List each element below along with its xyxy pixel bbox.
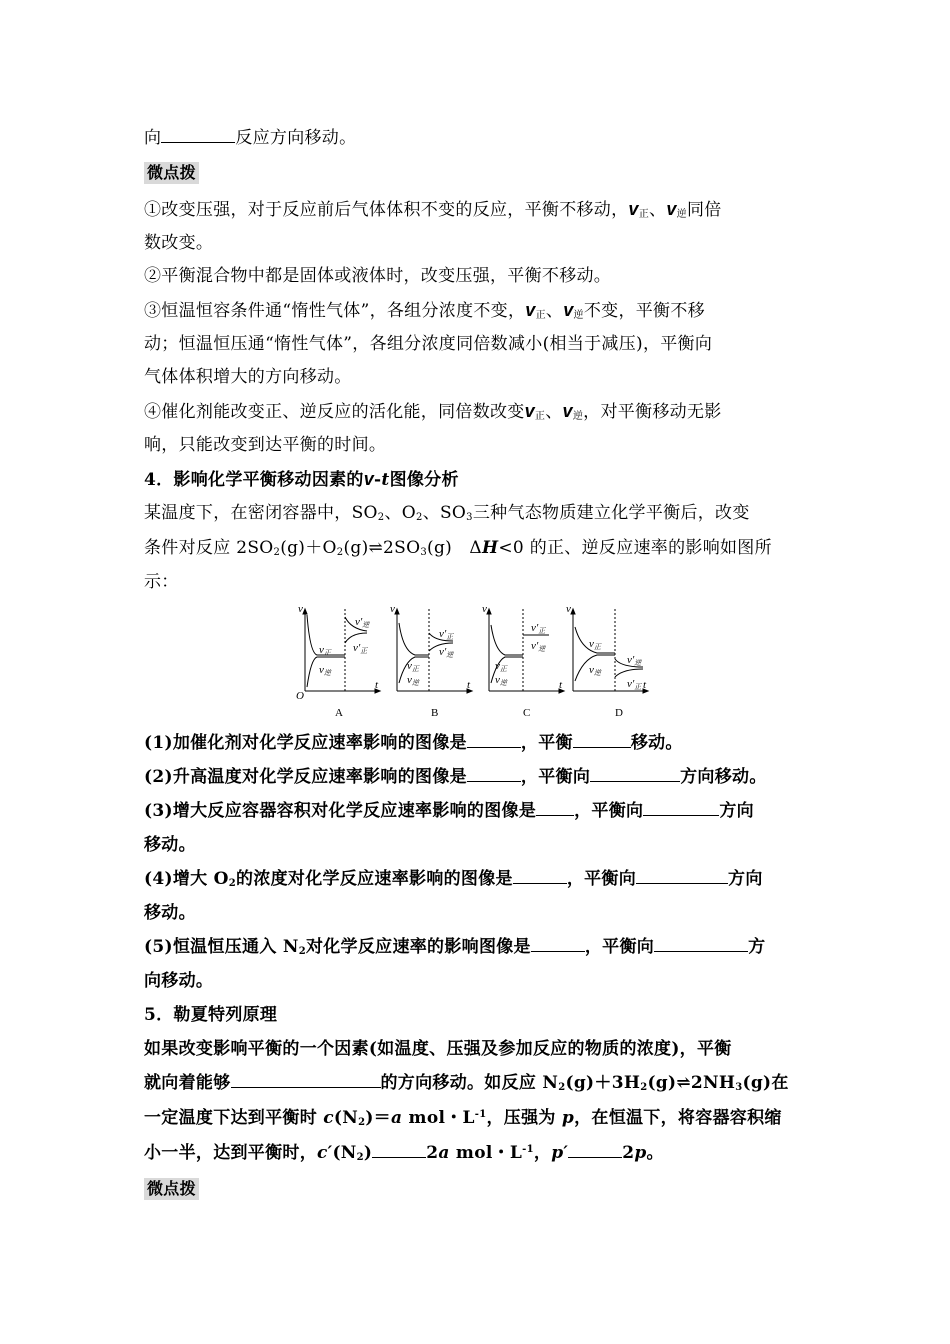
tip-4-line-1: ④催化剂能改变正、逆反应的活化能，同倍数改变$v_正$、$v_逆$，对平衡移动无影 — [144, 401, 722, 422]
continuation-line: 向 反应方向移动。 — [144, 125, 356, 151]
vt-graphs-figure — [295, 603, 655, 721]
svg-text:v正: v正 — [407, 660, 419, 673]
section-5-title: 5．勒夏特列原理 — [144, 1005, 278, 1025]
svg-text:v正: v正 — [319, 644, 331, 657]
svg-text:v′正: v′正 — [439, 628, 454, 641]
svg-text:v′正: v′正 — [531, 622, 546, 635]
svg-text:v逆: v逆 — [495, 674, 507, 687]
question-5-line-2: 向移动。 — [144, 971, 214, 991]
answer-blank[interactable] — [636, 866, 728, 884]
tip-3-line-1: ③恒温恒容条件通“惰性气体”，各组分浓度不变，$v_正$、$v_逆$不变，平衡不移 — [144, 300, 705, 321]
answer-blank[interactable] — [531, 934, 585, 952]
svg-text:v′逆: v′逆 — [355, 616, 370, 629]
tip-4-line-2: 响，只能改变到达平衡的时间。 — [144, 435, 387, 455]
tip-label-2: 微点拨 — [144, 1176, 199, 1202]
graph-b-caption: B — [431, 707, 439, 719]
graph-d-caption: D — [615, 707, 623, 719]
question-3-line-2: 移动。 — [144, 835, 196, 855]
principle-line-1: 如果改变影响平衡的一个因素(如温度、压强及参加反应的物质的浓度)，平衡 — [144, 1039, 732, 1059]
svg-text:v′逆: v′逆 — [627, 654, 642, 667]
svg-text:v′正: v′正 — [627, 678, 642, 691]
graph-a-v-arrow — [303, 609, 307, 614]
graph-a-v-label: v — [298, 603, 303, 615]
svg-text:v′正: v′正 — [353, 642, 368, 655]
svg-text:v逆: v逆 — [407, 674, 419, 687]
svg-text:v: v — [482, 603, 487, 615]
svg-text:v逆: v逆 — [319, 664, 331, 677]
section-4-title: 4．影响化学平衡移动因素的v-t图像分析 — [144, 469, 459, 490]
intro-line-2: 条件对反应 $2SO_2(g)+O_2(g)\rightleftharpoons 2SO_3(g)$ ΔH<0 的正、逆反应速率的影响如图所 — [144, 538, 772, 558]
svg-text:v′逆: v′逆 — [531, 640, 546, 653]
intro-line-1: 某温度下，在密闭容器中，$SO_2$、$O_2$、$SO_3$三种气态物质建立化学平衡后，改变 — [144, 503, 750, 523]
tip-2: ②平衡混合物中都是固体或液体时，改变压强，平衡不移动。 — [144, 266, 612, 286]
svg-text:v′逆: v′逆 — [439, 646, 454, 659]
svg-text:v正: v正 — [589, 638, 601, 651]
graph-d — [571, 609, 648, 693]
answer-blank[interactable] — [513, 866, 567, 884]
question-4-line-2: 移动。 — [144, 903, 196, 923]
question-3-line-1: (3)增大反应容器容积对化学反应速率影响的图像是 ，平衡向 方向 — [144, 798, 754, 824]
graph-a-caption: A — [335, 707, 343, 719]
tip-1-line-1: ①改变压强，对于反应前后气体体积不变的反应，平衡不移动，$v_正$、$v_逆$同倍 — [144, 199, 722, 220]
graph-c-caption: C — [523, 707, 531, 719]
principle-line-4: 小一半，达到平衡时，$c'(N_2)$ 2a mol・$L^{-1}$，p′ 2p。 — [144, 1140, 664, 1166]
answer-blank[interactable] — [372, 1140, 426, 1158]
svg-text:v: v — [390, 603, 395, 615]
answer-blank[interactable] — [643, 798, 719, 816]
answer-blank[interactable] — [231, 1070, 381, 1088]
tip-1-line-2: 数改变。 — [144, 233, 214, 253]
svg-text:v: v — [566, 603, 571, 615]
intro-line-3: 示： — [144, 572, 179, 592]
answer-blank[interactable] — [568, 1140, 622, 1158]
answer-blank[interactable] — [467, 764, 521, 782]
answer-blank[interactable] — [536, 798, 574, 816]
answer-blank[interactable] — [467, 730, 521, 748]
graph-a-origin-label: O — [296, 690, 304, 702]
principle-line-3: 一定温度下达到平衡时 $c(N_2)=a$ mol・$L^{-1}$，压强为 p，在恒温下，将容器容积缩 — [144, 1108, 782, 1128]
question-1: (1)加催化剂对化学反应速率影响的图像是 ，平衡 移动。 — [144, 730, 683, 756]
question-5-line-1: (5)恒温恒压通入 $N_2$对化学反应速率的影响图像是 ，平衡向 方 — [144, 934, 765, 960]
tip-3-line-2: 动；恒温恒压通“惰性气体”，各组分浓度同倍数减小(相当于减压)，平衡向 — [144, 334, 713, 354]
answer-blank[interactable] — [590, 764, 680, 782]
svg-text:t: t — [467, 679, 471, 691]
question-2: (2)升高温度对化学反应速率影响的图像是 ，平衡向 方向移动。 — [144, 764, 767, 790]
tip-3-line-3: 气体体积增大的方向移动。 — [144, 367, 352, 387]
answer-blank[interactable] — [573, 730, 631, 748]
svg-text:t: t — [643, 679, 647, 691]
question-4-line-1: (4)增大 $O_2$的浓度对化学反应速率影响的图像是 ，平衡向 方向 — [144, 866, 763, 892]
svg-text:v逆: v逆 — [589, 664, 601, 677]
principle-line-2: 就向着能够 的方向移动。如反应 $N_2(g)+3H_2(g)\rightleftharpoons 2NH_3(g)$在 — [144, 1070, 789, 1096]
svg-text:v正: v正 — [495, 660, 507, 673]
svg-text:t: t — [559, 679, 563, 691]
tip-label-1: 微点拨 — [144, 160, 199, 186]
answer-blank[interactable] — [654, 934, 748, 952]
graph-a-t-label: t — [375, 679, 379, 691]
answer-blank[interactable] — [161, 125, 235, 143]
